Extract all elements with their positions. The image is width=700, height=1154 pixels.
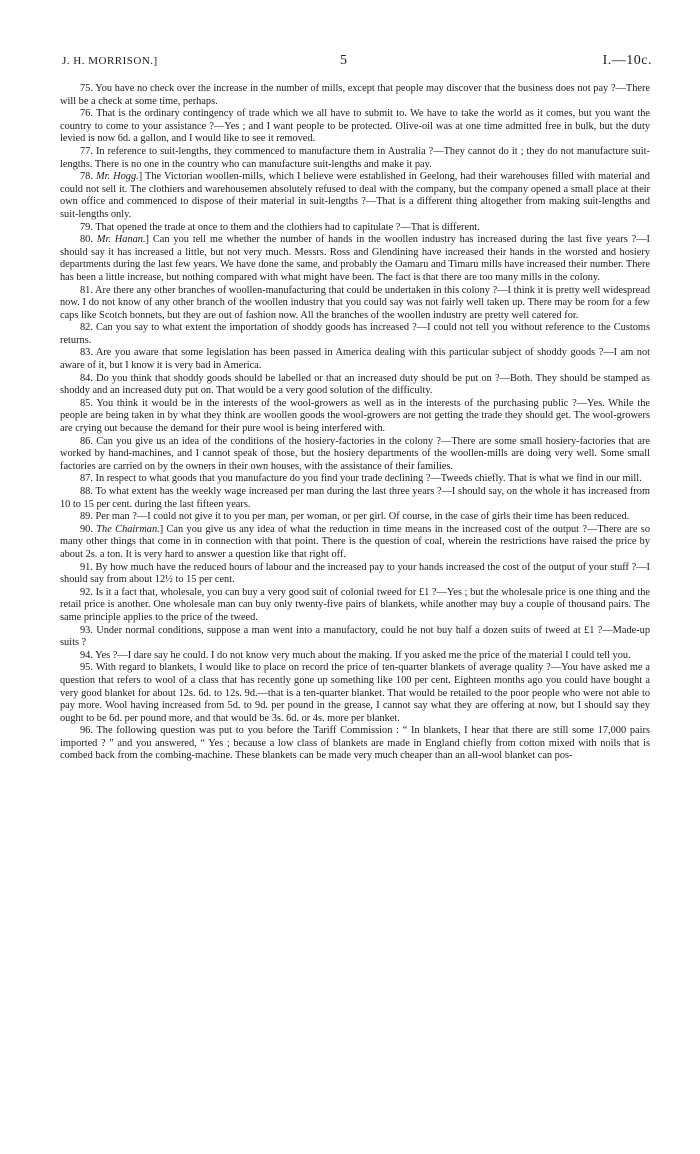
paragraph-text: ] Can you give us any idea of what the reduction in time means in the increased cost of the output ?—There are so many other things that come in in connection with that point. There is the question of coal, wherein the restrictions have raised the price by about 2s. a ton. It is very hard to answer a question like that right off.	[60, 523, 650, 560]
paragraph-text: 92. Is it a fact that, wholesale, you can buy a very good suit of colonial tweed for £1 ?—Yes ; but the wholesale price is one thing and the retail price is another. One wholesale man can buy only twenty-five pairs of blankets, while another may buy a couple of thousand pairs. The same principle applies to the price of the tweed.	[60, 586, 650, 623]
paragraph-text: 93. Under normal conditions, suppose a man went into a manufactory, could he not buy half a dozen suits of tweed at £1 ?—Made-up suits ?	[60, 624, 650, 649]
paragraph-text: 79. That opened the trade at once to them and the clothiers had to capitulate ?—That is different.	[80, 221, 480, 233]
question-number: 90.	[80, 523, 97, 535]
paragraph-text: 81. Are there any other branches of woollen-manufacturing that could be undertaken in this colony ?—I think it is pretty well widespread now. I do not know of any other branch of the woollen industry that you could say was not fairly well taken up. There may be room for a few caps like Scotch bonnets, but they are out of fashion now. All the branches of the woollen industry are pretty well catered for.	[60, 284, 650, 321]
question-number: 78.	[80, 171, 96, 183]
page-number: 5	[340, 53, 348, 68]
speaker-name: Mr. Hogg.	[96, 171, 139, 183]
paragraph-text: 75. You have no check over the increase in the number of mills, except that people may discover that the business does not pay ?—There will be a check at some time, perhaps.	[60, 83, 650, 107]
paragraph-text: 77. In reference to suit-lengths, they commenced to manufacture them in Australia ?—They cannot do it ; they do not manufacture suit-lengths. There is no one in the country who can manufacture suit-lengths and make it pay.	[60, 145, 650, 170]
question-paragraph	[60, 473, 650, 486]
paragraph-text: 84. Do you think that shoddy goods should be labelled or that an increased duty should be put on ?—Both. They should be stamped as shoddy and an increased duty put on. That would be a very good solution of the difficulty.	[60, 372, 650, 397]
paragraph-text: 88. To what extent has the weekly wage increased per man during the last three years ?—I should say, on the whole it has increased from 10 to 15 per cent. during the last fifteen years.	[60, 486, 650, 510]
question-paragraph	[60, 285, 650, 323]
question-paragraph	[60, 234, 650, 284]
paragraph-text: 95. With regard to blankets, I would like to place on record the price of ten-quarter blankets of average quality ?—You have asked me a question that refers to wool of a class that has recently gone up something like 100 per cent. Eighteen months ago you could have bought a very good blanket for about 12s. 6d. to 12s. 9d.—that is a ten-quarter blanket. That would be retailed to the poor people who were not able to pay more. Wool having increased from 5d. to 9d. per pound in the grease, I cannot say what they are offering at now, but I should say they ought to be 6d. per pound more, and that would be 3s. 6d. or 4s. more per blanket.	[60, 662, 650, 724]
paragraph-text: 85. You think it would be in the interests of the wool-growers as well as in the interests of the purchasing public ?—Yes. While the people are being taken in by what they think are woollen goods the wool-growers are not getting the trade they should get. The wool-growers are crying out because the demand for their pure wool is being interfered with.	[60, 397, 650, 435]
question-paragraph	[60, 511, 650, 524]
paragraph-text: ] The Victorian woollen-mills, which I believe were established in Geelong, had their warehouses filled with material and could not sell it. The clothiers and warehousemen absolutely refused to deal with the company, but the company opened a small place at their own office and commenced to dispose of their material in suit-lengths ?—That is a different thing altogether from making suit-lengths and suit-lengths only.	[60, 171, 650, 220]
question-paragraph	[60, 625, 650, 650]
question-paragraph	[60, 587, 650, 625]
question-paragraph	[60, 171, 650, 221]
paragraph-text: 91. By how much have the reduced hours of labour and the increased pay to your hands increased the cost of the output of your stuff ?—I should say from about 12½ to 15 per cent.	[60, 561, 650, 586]
speaker-name: Mr. Hanan.	[96, 234, 146, 246]
question-paragraph	[60, 108, 650, 146]
question-paragraph	[60, 373, 650, 398]
page-header	[62, 55, 660, 71]
document-body	[60, 83, 650, 763]
question-paragraph	[60, 524, 650, 562]
question-paragraph	[60, 725, 650, 763]
paragraph-text: 86. Can you give us an idea of the conditions of the hosiery-factories in the colony ?—There are some small hosiery-factories that are worked by hand-machines, and I cannot speak of those, but the hosiery departments of the woollen-mills are doing very well. Some small factories are carried on by the owners in their own houses, with the assistance of their families.	[60, 435, 650, 472]
paper-reference: I.—10c.	[602, 53, 652, 68]
question-paragraph	[60, 347, 650, 372]
question-paragraph	[60, 662, 650, 725]
question-paragraph	[60, 562, 650, 587]
paragraph-text: 87. In respect to what goods that you manufacture do you find your trade declining ?—Tweeds chiefly. That is what we find in our mill.	[80, 473, 642, 485]
paragraph-text: 76. That is the ordinary contingency of trade which we all have to submit to. We have to take the world as it comes, but you want the country to come to your assistance ?—Yes ; and I want people to be protected. Olive-oil was at one time admitted free in bulk, but the duty levied is now 6d. a gallon, and I would like to see it removed.	[60, 108, 650, 145]
paragraph-text: 83. Are you aware that some legislation has been passed in America dealing with this particular subject of shoddy goods ?—I am not aware of it, but I know it is very bad in America.	[60, 347, 650, 372]
question-paragraph	[60, 650, 650, 663]
question-number: 80.	[80, 234, 97, 246]
question-paragraph	[60, 436, 650, 474]
header-witness-name: J. H. MORRISON.]	[62, 55, 158, 67]
question-paragraph	[60, 146, 650, 171]
paragraph-text: ] Can you tell me whether the number of hands in the woollen industry has increased during the last five years ?—I should say it has increased a little, but not very much. Messrs. Ross and Glendining have increased their hands in the worsted and hosiery departments during the last few years. We have done the same, and probably the Oamaru and Timaru mills have increased their number. There has been a little increase, but nothing compared with what might have been. The fact is that there are too many mills in the colony.	[60, 234, 650, 283]
question-paragraph	[60, 322, 650, 347]
paragraph-text: 89. Per man ?—I could not give it to you per man, per woman, or per girl. Of course, in the case of girls their time has been reduced.	[80, 511, 630, 523]
question-paragraph	[60, 398, 650, 436]
question-paragraph	[60, 486, 650, 511]
paragraph-text: 96. The following question was put to you before the Tariff Commission : “ In blankets, I hear that there are still some 17,000 pairs imported ? ” and you answered, “ Yes ; because a low class of blankets are made in England chiefly from cotton mixed with noils that is combed back from the combing-machine. These blankets can be made very much cheaper than an all-wool blanket can pos-	[60, 725, 650, 762]
question-paragraph	[60, 222, 650, 235]
question-paragraph	[60, 83, 650, 108]
speaker-name: The Chairman.	[96, 523, 160, 535]
paragraph-text: 94. Yes ?—I dare say he could. I do not know very much about the making. If you asked me the price of the material I could tell you.	[80, 649, 631, 661]
paragraph-text: 82. Can you say to what extent the importation of shoddy goods has increased ?—I could not tell you without reference to the Customs returns.	[60, 322, 650, 346]
